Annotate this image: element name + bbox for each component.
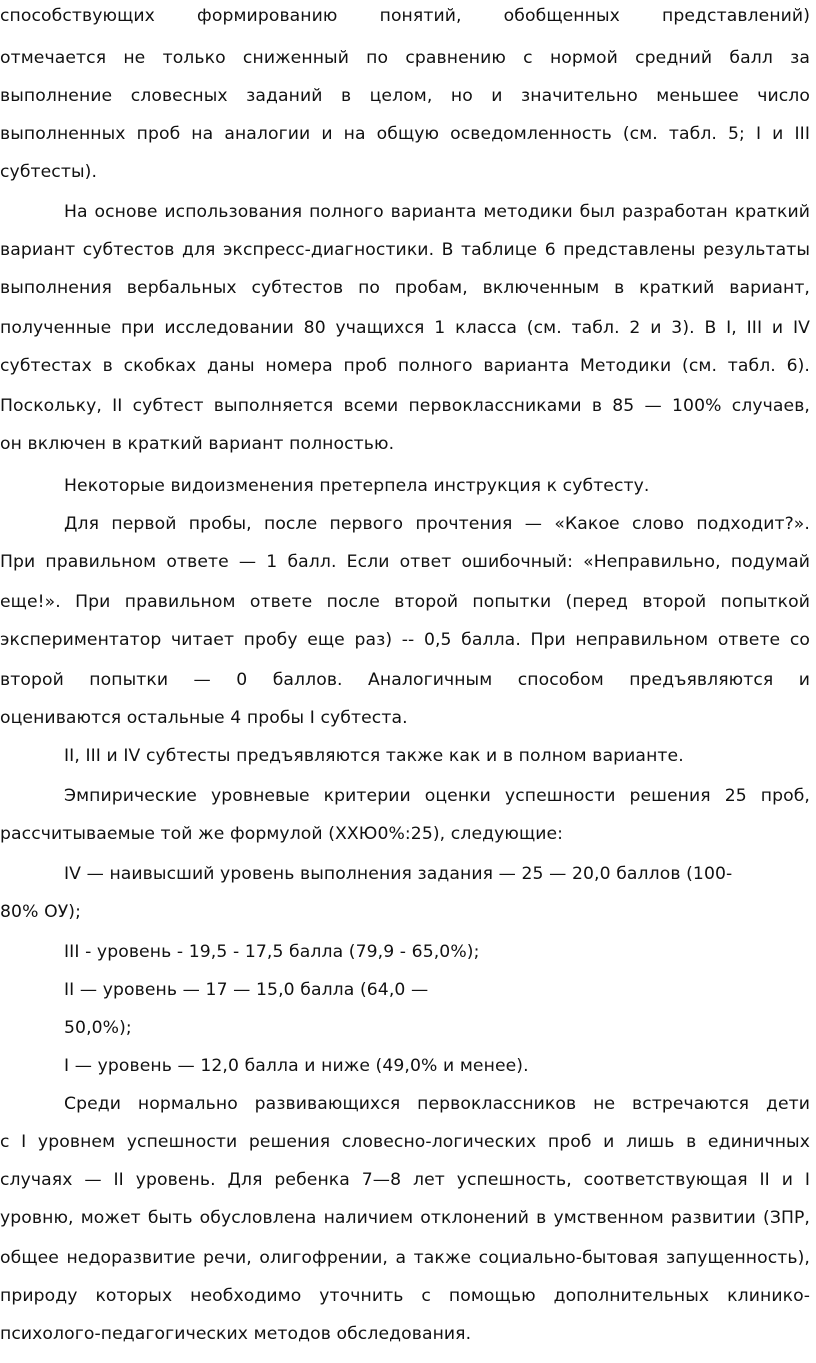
text-line: второй попытки — 0 баллов. Аналогичным способом предъявляются и [0,670,810,690]
criteria-item-iv: IV — наивысший уровень выполнения задания — 25 — 20,0 баллов (100- [64,864,733,884]
text-line: субтестах в скобках даны номера проб полного варианта Методики (см. табл. 6). [0,356,810,376]
text-line: полученные при исследовании 80 учащихся 1 класса (см. табл. 2 и 3). В I, III и IV [0,318,810,338]
text-line: случаях — II уровень. Для ребенка 7—8 лет успешность, соответствующая II и I [0,1170,810,1190]
text-line: отмечается не только сниженный по сравнению с нормой средний балл за [0,48,810,68]
paragraph-first-line: II, III и IV субтесты предъявляются также как и в полном варианте. [64,746,684,766]
text-line: При правильном ответе — 1 балл. Если ответ ошибочный: «Неправильно, подумай [0,552,810,572]
criteria-item-iii: III - уровень - 19,5 - 17,5 балла (79,9 - 65,0%); [64,942,480,962]
text-line: 80% ОУ); [0,902,81,922]
text-line: общее недоразвитие речи, олигофрении, а также социально-бытовая запущенность), [0,1248,810,1268]
text-line: с I уровнем успешности решения словесно-логических проб и лишь в единичных [0,1132,810,1152]
text-line: выполнение словесных заданий в целом, но и значительно меньшее число [0,86,810,106]
paragraph-first-line: Для первой пробы, после первого прочтения — «Какое слово подходит?». [64,514,810,534]
text-line: психолого-педагогических методов обследования. [0,1324,472,1344]
text-line: субтесты). [0,162,98,182]
text-line: Поскольку, II субтест выполняется всеми первоклассниками в 85 — 100% случаев, [0,396,810,416]
text-line: выполненных проб на аналогии и на общую осведомленность (см. табл. 5; I и III [0,124,810,144]
criteria-item-ii: II — уровень — 17 — 15,0 балла (64,0 — [64,980,429,1000]
paragraph-first-line: Эмпирические уровневые критерии оценки успешности решения 25 проб, [64,786,810,806]
text-line: оцениваются остальные 4 пробы I субтеста. [0,708,408,728]
criteria-item-i: I — уровень — 12,0 балла и ниже (49,0% и менее). [64,1056,529,1076]
text-line: экспериментатор читает пробу еще раз) -- 0,5 балла. При неправильном ответе со [0,630,810,650]
text-line: уровню, может быть обусловлена наличием отклонений в умственном развитии (ЗПР, [0,1208,810,1228]
text-line: способствующих формированию понятий, обобщенных представлений) [0,6,810,26]
paragraph-first-line: На основе использования полного варианта методики был разработан краткий [64,202,810,222]
text-line: 50,0%); [64,1018,132,1038]
text-line: вариант субтестов для экспресс-диагностики. В таблице 6 представлены результаты [0,240,810,260]
text-line: природу которых необходимо уточнить с помощью дополнительных клинико- [0,1286,810,1306]
paragraph-first-line: Некоторые видоизменения претерпела инструкция к субтесту. [64,476,650,496]
text-line: еще!». При правильном ответе после второй попытки (перед второй попыткой [0,592,810,612]
text-line: рассчитываемые той же формулой (ХХЮ0%:25), следующие: [0,824,564,844]
text-line: выполнения вербальных субтестов по пробам, включенным в краткий вариант, [0,278,810,298]
text-line: он включен в краткий вариант полностью. [0,434,395,454]
paragraph-first-line: Среди нормально развивающихся первоклассников не встречаются дети [64,1094,810,1114]
